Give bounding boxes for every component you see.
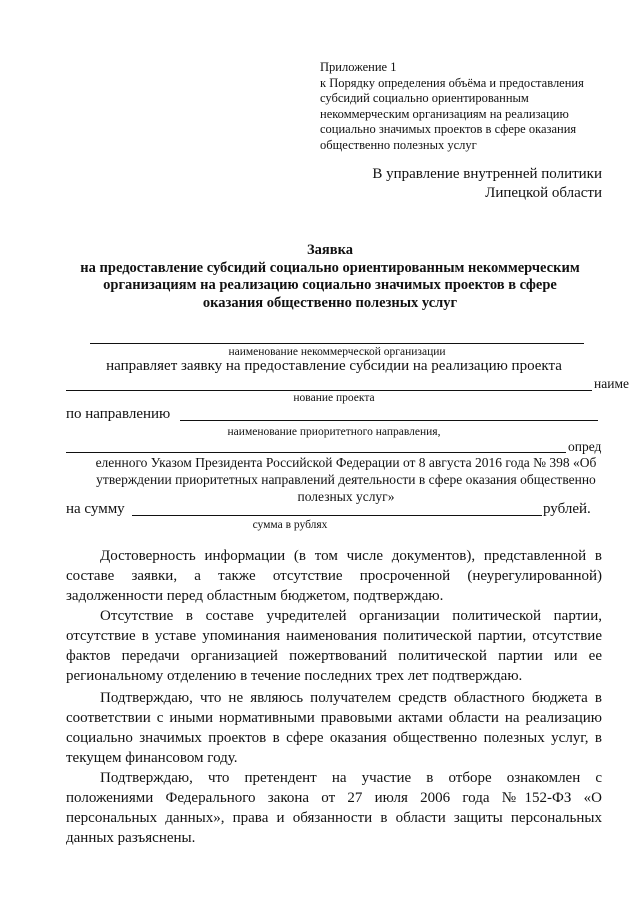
sum-line [132,515,542,516]
paragraph-personal-data: Подтверждаю, что претендент на участие в отборе ознакомлен с положениями Федерального закона от 27 июля 2006 года №152-ФЗ «О персональных данных», права и обязанности в области защиты персональных данных разъяснены. [66,770,602,846]
appendix-line: социально значимых проектов в сфере оказания [320,122,577,136]
title-line: организациям на реализацию социально значимых проектов в сфере [103,277,557,293]
title-line: Заявка [307,242,353,258]
decree-text: еленного Указом Президента Российской Федерации от 8 августа 2016 года № 398 «Об утверждении приоритетных направлений деятельности в сфере оказания общественно полезных услуг» [95,455,597,504]
sends-text: направляет заявку на предоставление субсидии на реализацию проекта [106,358,562,374]
direction-line [180,420,598,421]
direction-label: по направлению [66,406,171,422]
appendix-line: субсидий социально ориентированным [320,91,529,105]
sum-caption: сумма в рублях [252,519,328,531]
paragraph-party: Отсутствие в составе учредителей организации политической партии, отсутствие в уставе упоминания наименования политической партии, отсутствие фактов передачи организацией пожертвований политической партии или ее региональному отделению в течение последних трех лет подтверждаю. [66,608,602,684]
org-name-line [90,343,584,344]
direction-caption: наименование приоритетного направления, [227,426,441,438]
direction-line-end: опред [568,439,602,454]
paragraph-budget: Подтверждаю, что не являюсь получателем средств областного бюджета в соответствии с иными нормативными правовыми актами области на реализацию социально значимых проектов в сфере оказания общественно полезных услуг, в текущем финансовом году. [66,690,602,766]
appendix-line: к Порядку определения объёма и предоставления [320,75,584,90]
sum-unit: рублей. [543,501,591,517]
addressee-line: Липецкой области [485,185,602,201]
direction-line-2 [66,452,566,453]
project-caption: нование проекта [293,392,375,404]
addressee-line: В управление внутренней политики [372,166,602,182]
document-title [60,242,600,312]
appendix-line: некоммерческим организациям на реализацию [320,106,569,121]
sum-label: на сумму [66,501,125,517]
appendix-block [320,60,620,153]
appendix-line: общественно полезных услуг [320,137,477,152]
paragraph-reliability: Достоверность информации (в том числе документов), представленной в составе заявки, а также отсутствие просроченной (неурегулированной) задолженности перед областным бюджетом, подтверждаю. [66,548,602,604]
addressee-block [372,165,602,203]
appendix-line: Приложение 1 [320,60,397,74]
org-caption: наименование некоммерческой организации [228,346,446,358]
title-line: оказания общественно полезных услуг [202,294,458,311]
title-line: на предоставление субсидий социально ориентированным некоммерческим [80,259,580,276]
project-line-end: наиме [594,376,629,391]
